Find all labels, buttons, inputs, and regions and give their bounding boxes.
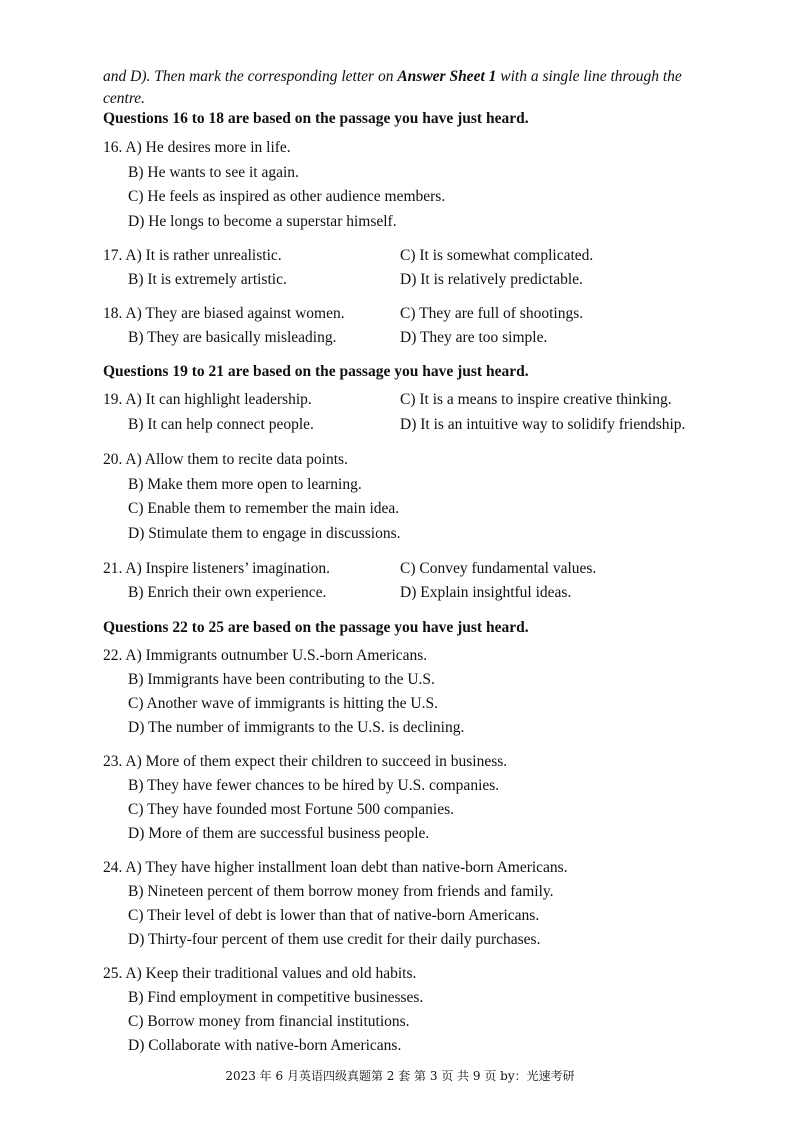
q23-option-c: C) They have founded most Fortune 500 companies. — [128, 801, 455, 818]
q18-option-b: B) They are basically misleading. — [128, 329, 337, 346]
q17-option-b: B) It is extremely artistic. — [128, 271, 287, 288]
q20-option-a: 20. A) Allow them to recite data points. — [103, 451, 348, 468]
q23-option-d: D) More of them are successful business people. — [128, 825, 430, 842]
q16-option-b: B) He wants to see it again. — [128, 164, 299, 181]
q20-option-d: D) Stimulate them to engage in discussions. — [128, 525, 401, 542]
q16-option-c: C) He feels as inspired as other audience members. — [128, 188, 446, 205]
q19-option-c: C) It is a means to inspire creative thinking. — [400, 391, 672, 408]
q25-option-a: 25. A) Keep their traditional values and old habits. — [103, 965, 417, 982]
q23-option-b: B) They have fewer chances to be hired by U.S. companies. — [128, 777, 500, 794]
q18-option-a: 18. A) They are biased against women. — [103, 305, 345, 322]
instructions — [103, 66, 703, 110]
q18-option-d: D) They are too simple. — [400, 329, 548, 346]
q22-option-b: B) Immigrants have been contributing to the U.S. — [128, 671, 435, 688]
q25-option-b: B) Find employment in competitive businesses. — [128, 989, 424, 1006]
q16-option-d: D) He longs to become a superstar himself. — [128, 213, 397, 230]
page-footer: 2023 年 6 月英语四级真题第 2 套 第 3 页 共 9 页 by：光速考研 — [225, 1069, 575, 1083]
instructions-text-a: and D). Then mark the corresponding letter on — [103, 68, 398, 85]
q21-option-b: B) Enrich their own experience. — [128, 584, 327, 601]
section-heading-19-21: Questions 19 to 21 are based on the passage you have just heard. — [103, 363, 529, 380]
instructions-text-b: with a single line through the centre. — [103, 68, 682, 107]
q22-option-c: C) Another wave of immigrants is hitting the U.S. — [128, 695, 438, 712]
q22-option-d: D) The number of immigrants to the U.S. is declining. — [128, 719, 465, 736]
q20-option-c: C) Enable them to remember the main idea. — [128, 500, 400, 517]
q20-option-b: B) Make them more open to learning. — [128, 476, 362, 493]
q19-option-a: 19. A) It can highlight leadership. — [103, 391, 312, 408]
q24-option-a: 24. A) They have higher installment loan debt than native-born Americans. — [103, 859, 568, 876]
q17-option-c: C) It is somewhat complicated. — [400, 247, 594, 264]
q18-option-c: C) They are full of shootings. — [400, 305, 584, 322]
q25-option-c: C) Borrow money from financial institutions. — [128, 1013, 410, 1030]
q19-option-d: D) It is an intuitive way to solidify friendship. — [400, 416, 686, 433]
q22-option-a: 22. A) Immigrants outnumber U.S.-born Americans. — [103, 647, 428, 664]
q19-option-b: B) It can help connect people. — [128, 416, 314, 433]
q17-option-a: 17. A) It is rather unrealistic. — [103, 247, 282, 264]
section-heading-22-25: Questions 22 to 25 are based on the passage you have just heard. — [103, 619, 529, 636]
q24-option-d: D) Thirty-four percent of them use credit for their daily purchases. — [128, 931, 541, 948]
q25-option-d: D) Collaborate with native-born Americans. — [128, 1037, 402, 1054]
q21-option-d: D) Explain insightful ideas. — [400, 584, 572, 601]
answer-sheet-ref: Answer Sheet 1 — [397, 68, 497, 85]
q21-option-a: 21. A) Inspire listeners’ imagination. — [103, 560, 330, 577]
q17-option-d: D) It is relatively predictable. — [400, 271, 583, 288]
q23-option-a: 23. A) More of them expect their children to succeed in business. — [103, 753, 508, 770]
q16-option-a: 16. A) He desires more in life. — [103, 139, 291, 156]
q21-option-c: C) Convey fundamental values. — [400, 560, 597, 577]
q24-option-b: B) Nineteen percent of them borrow money from friends and family. — [128, 883, 554, 900]
q24-option-c: C) Their level of debt is lower than that of native-born Americans. — [128, 907, 540, 924]
section-heading-16-18: Questions 16 to 18 are based on the passage you have just heard. — [103, 110, 529, 127]
